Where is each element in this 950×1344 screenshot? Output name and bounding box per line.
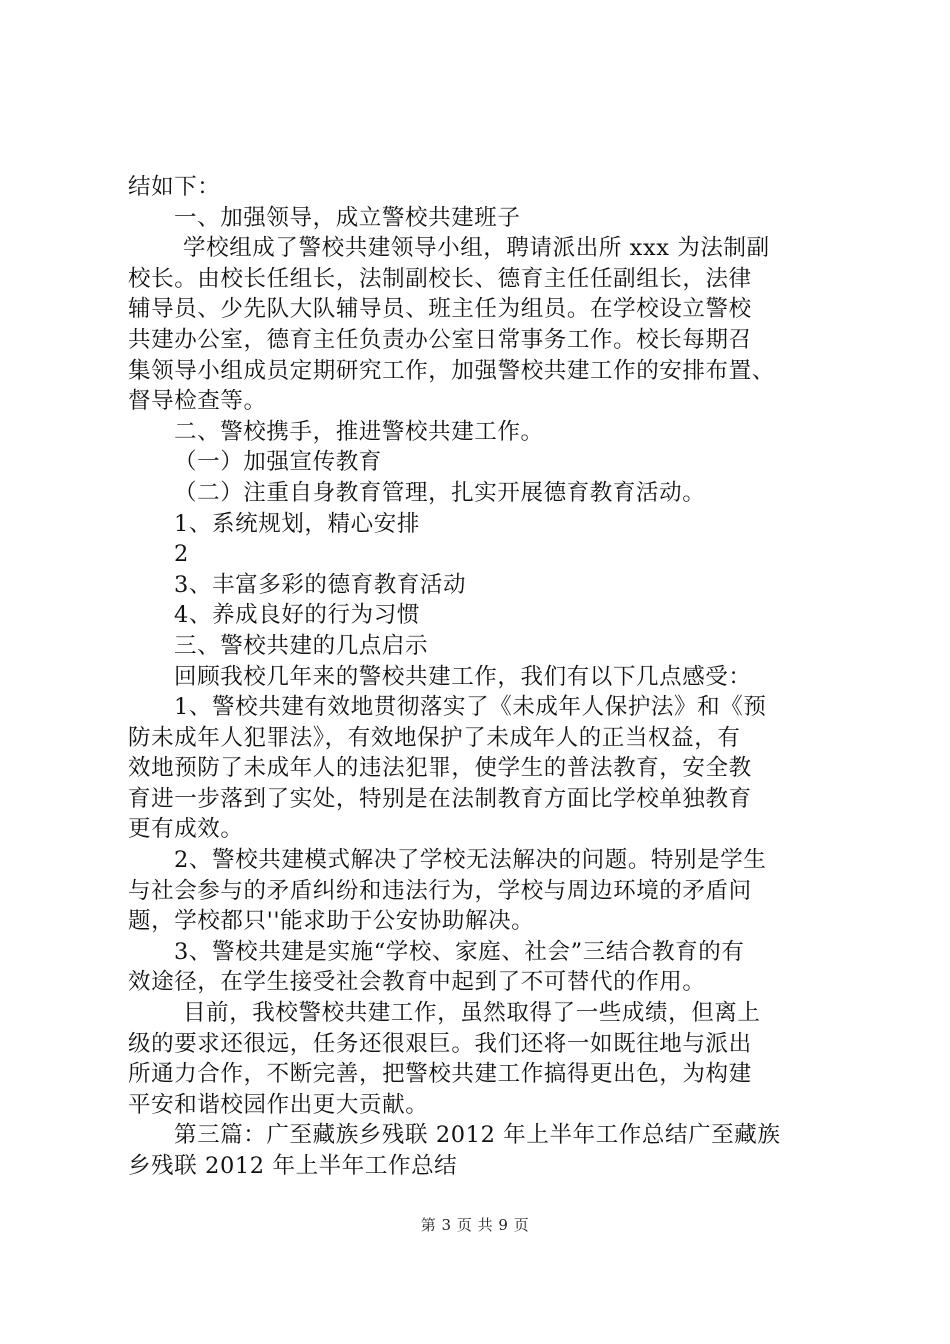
text-line: 效途径，在学生接受社会教育中起到了不可替代的作用。: [128, 969, 706, 996]
list-item: 4、养成良好的行为习惯: [174, 602, 420, 629]
text-line: 目前，我校警校共建工作，虽然取得了一些成绩，但离上: [183, 1000, 761, 1027]
page-footer: 第 3 页 共 9 页: [420, 1216, 530, 1234]
text-line: 级的要求还很远，任务还很艰巨。我们还将一如既往地与派出: [128, 1030, 752, 1057]
text-line: 集领导小组成员定期研究工作，加强警校共建工作的安排布置、: [128, 357, 775, 384]
text-line: 学校组成了警校共建领导小组，聘请派出所 xxx 为法制副: [183, 235, 770, 262]
text-line: 共建办公室，德育主任负责办公室日常事务工作。校长每期召: [128, 326, 752, 353]
text-line: 辅导员、少先队大队辅导员、班主任为组员。在学校设立警校: [128, 296, 752, 323]
text-line: 育进一步落到了实处，特别是在法制教育方面比学校单独教育: [128, 785, 752, 812]
section-heading: 一、加强领导，成立警校共建班子: [174, 204, 521, 231]
text-line: 题，学校都只''能求助于公安协助解决。: [128, 908, 535, 935]
text-line: 督导检查等。: [128, 388, 267, 415]
subsection-heading: （二）注重自身教育管理，扎实开展德育教育活动。: [174, 479, 706, 506]
text-line: 所通力合作，不断完善，把警校共建工作搞得更出色，为构建: [128, 1061, 752, 1088]
text-line: 效地预防了未成年人的违法犯罪，使学生的普法教育，安全教: [128, 755, 752, 782]
section-heading: 三、警校共建的几点启示: [174, 632, 429, 659]
text-line: 与社会参与的矛盾纠纷和违法行为，学校与周边环境的矛盾问: [128, 877, 752, 904]
text-line: 3、警校共建是实施“学校、家庭、社会”三结合教育的有: [174, 938, 745, 965]
text-line: 1、警校共建有效地贯彻落实了《未成年人保护法》和《预: [174, 694, 767, 721]
text-line: 回顾我校几年来的警校共建工作，我们有以下几点感受：: [174, 663, 752, 690]
text-line: 校长。由校长任组长，法制副校长、德育主任任副组长，法律: [128, 265, 752, 292]
list-item: 2: [174, 541, 189, 568]
text-line: 平安和谐校园作出更大贡献。: [128, 1091, 429, 1118]
section-heading: 第三篇：广至藏族乡残联 2012 年上半年工作总结广至藏族: [174, 1122, 781, 1149]
list-item: 1、系统规划，精心安排: [174, 510, 420, 537]
subsection-heading: （一）加强宣传教育: [174, 449, 382, 476]
text-line: 结如下：: [128, 174, 221, 200]
document-body: [128, 172, 828, 1182]
text-line: 防未成年人犯罪法》，有效地保护了未成年人的正当权益，有: [128, 724, 741, 751]
text-line: 更有成效。: [128, 816, 244, 843]
text-line: 乡残联 2012 年上半年工作总结: [128, 1153, 458, 1179]
list-item: 3、丰富多彩的德育教育活动: [174, 571, 467, 598]
section-heading: 二、警校携手，推进警校共建工作。: [174, 418, 544, 445]
text-line: 2、警校共建模式解决了学校无法解决的问题。特别是学生: [174, 847, 767, 874]
